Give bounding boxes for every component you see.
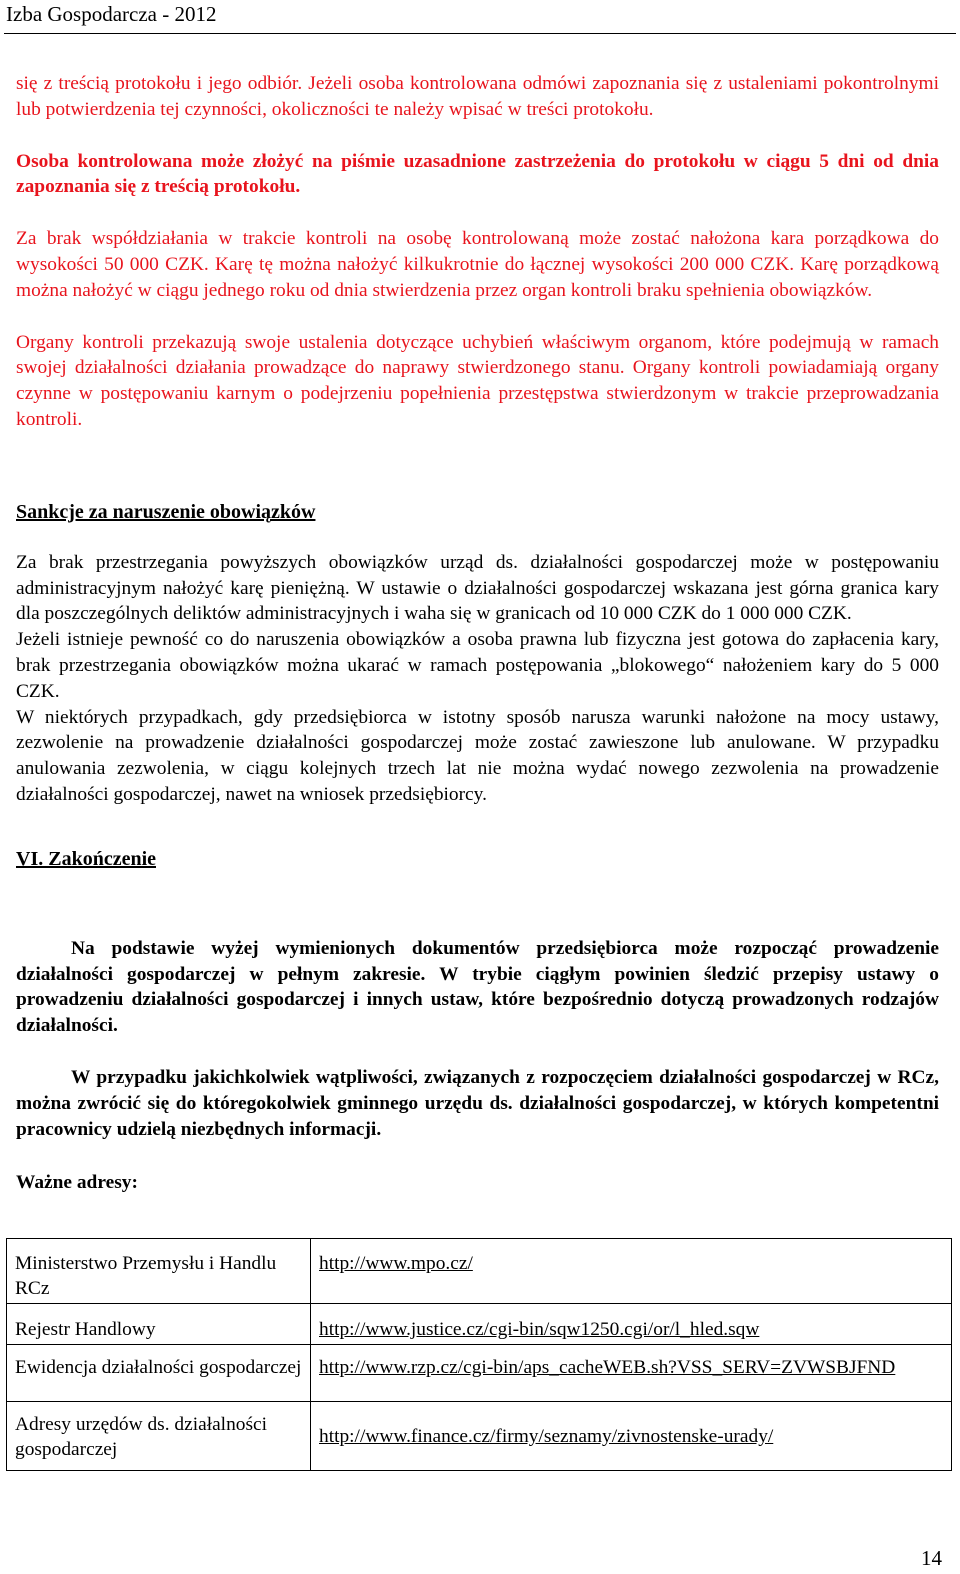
heading-addresses: Ważne adresy:	[16, 1172, 138, 1194]
address-name: Ewidencja działalności gospodarczej	[7, 1345, 311, 1402]
addresses-table	[6, 1238, 952, 1471]
address-link-mpo[interactable]: http://www.mpo.cz/	[319, 1253, 473, 1274]
table-row	[7, 1239, 952, 1304]
paragraph-control-findings: Organy kontroli przekazują swoje ustalenia dotyczące uchybień właściwym organom, które podejmują w ramach swojej działalności działania prowadzące do naprawy stwierdzonego stanu. Organy kontroli powiadamiają organy czynne w postępowaniu karnym o podejrzeniu popełnienia przestępstwa stwierdzonym w trakcie przeprowadzania kontroli.	[16, 331, 939, 430]
table-row	[7, 1345, 952, 1402]
page-number: 14	[921, 1546, 942, 1570]
paragraph-conclusion-doubts: W przypadku jakichkolwiek wątpliwości, związanych z rozpoczęciem działalności gospodarczej w RCz, można zwrócić się do któregokolwiek gminnego urzędu ds. działalności gospodarczej, w których kompetentni pracownicy udzielą niezbędnych informacji.	[16, 1066, 939, 1140]
address-link-rzp[interactable]: http://www.rzp.cz/cgi-bin/aps_cacheWEB.sh?VSS_SERV=ZVWSBJFND	[319, 1357, 896, 1378]
header-divider	[4, 33, 956, 34]
paragraph-fines: Za brak przestrzegania powyższych obowiązków urząd ds. działalności gospodarczej może w postępowaniu administracyjnym nałożyć karę pieniężną. W ustawie o działalności gospodarczej wskazana jest górna granica kary dla poszczególnych deliktów administracyjnych i waha się w granicach od 10 000 CZK do 1 000 000 CZK.	[16, 551, 939, 625]
paragraph-protocol-acceptance: się z treścią protokołu i jego odbiór. Jeżeli osoba kontrolowana odmówi zapoznania się z ustaleniami pokontrolnymi lub potwierdzenia tej czynności, okoliczności te należy wpisać w treści protokołu.	[16, 73, 939, 120]
paragraph-cooperation-penalty: Za brak współdziałania w trakcie kontroli na osobę kontrolowaną może zostać nałożona kara porządkowa do wysokości 50 000 CZK. Karę tę można nałożyć kilkukrotnie do łącznej wysokości 200 000 CZK. Karę porządkową można nałożyć w ciągu jednego roku od dnia stwierdzenia przez organ kontroli braku spełnienia obowiązków.	[16, 228, 939, 301]
table-row	[7, 1402, 952, 1471]
document-body	[16, 71, 939, 1196]
table-row	[7, 1304, 952, 1345]
address-name: Ministerstwo Przemysłu i Handlu RCz	[7, 1239, 311, 1304]
heading-sanctions: Sankcje za naruszenie obowiązków	[16, 500, 316, 523]
paragraph-objections: Osoba kontrolowana może złożyć na piśmie uzasadnione zastrzeżenia do protokołu w ciągu 5 dni od dnia zapoznania się z treścią protokołu.	[16, 150, 939, 198]
address-link-justice[interactable]: http://www.justice.cz/cgi-bin/sqw1250.cgi/or/l_hled.sqw	[319, 1319, 760, 1340]
paragraph-permit-suspension: W niektórych przypadkach, gdy przedsiębiorca w istotny sposób narusza warunki nałożone na mocy ustawy, zezwolenie na prowadzenie działalności gospodarczej może zostać zawieszone lub anulowane. W przypadku anulowania zezwolenia, w ciągu kolejnych trzech lat nie można wydać nowego zezwolenia na prowadzenie działalności gospodarczej, nawet na wniosek przedsiębiorcy.	[16, 706, 939, 805]
address-link-finance[interactable]: http://www.finance.cz/firmy/seznamy/zivnostenske-urady/	[319, 1426, 774, 1447]
running-header: Izba Gospodarcza - 2012	[6, 2, 217, 26]
address-name: Adresy urzędów ds. działalności gospodarczej	[7, 1402, 311, 1471]
address-name: Rejestr Handlowy	[7, 1304, 311, 1345]
paragraph-ticket-procedure: Jeżeli istnieje pewność co do naruszenia obowiązków a osoba prawna lub fizyczna jest gotowa do zapłacenia kary, brak przestrzegania obowiązków można ukarać w ramach postępowania „blokowego“ nałożeniem kary do 5 000 CZK.	[16, 629, 939, 702]
heading-conclusion: VI. Zakończenie	[16, 847, 156, 870]
paragraph-conclusion-start: Na podstawie wyżej wymienionych dokumentów przedsiębiorca może rozpocząć prowadzenie działalności gospodarczej w pełnym zakresie. W trybie ciągłym powinien śledzić przepisy ustawy o prowadzeniu działalności gospodarczej i innych ustaw, które bezpośrednio dotyczą prowadzonych rodzajów działalności.	[16, 937, 939, 1037]
